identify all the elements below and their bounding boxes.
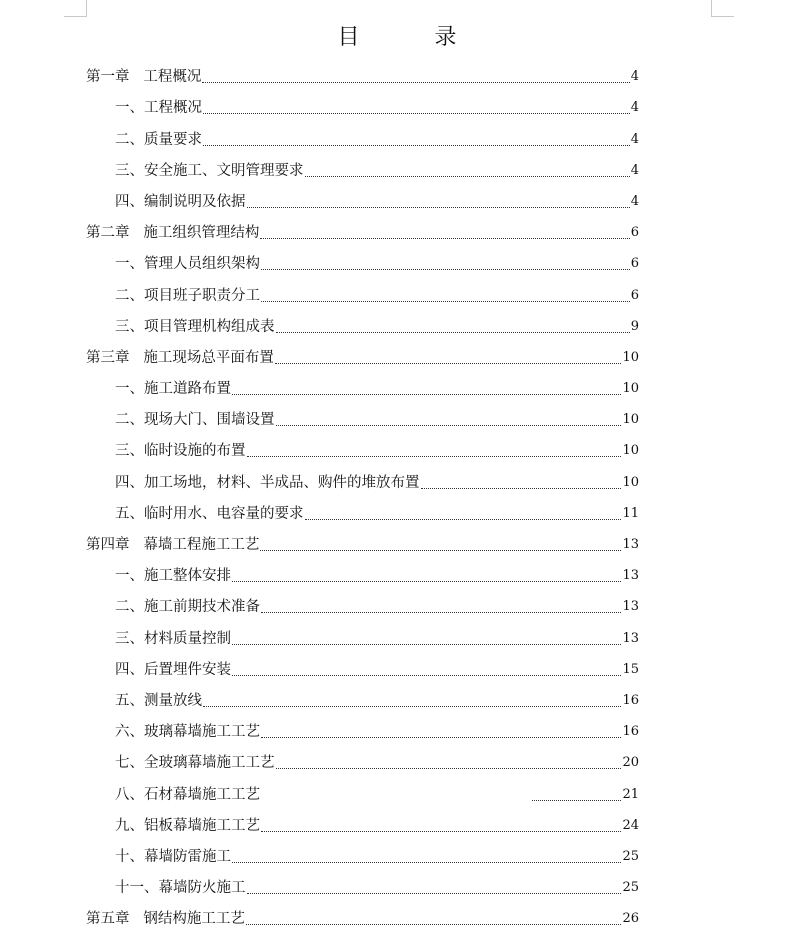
- toc-dot-leader: [247, 207, 630, 208]
- toc-dot-leader: [232, 581, 621, 582]
- toc-dot-leader: [305, 519, 622, 520]
- toc-entry-title: 一、施工整体安排: [115, 568, 231, 585]
- toc-dot-leader: [232, 644, 621, 645]
- toc-page-number: 4: [630, 193, 639, 209]
- toc-page-number: 9: [630, 318, 639, 334]
- toc-dot-leader: [261, 831, 621, 832]
- toc-dot-leader: [261, 301, 630, 302]
- toc-section-entry[interactable]: [86, 308, 639, 339]
- toc-page-number: 13: [622, 568, 639, 584]
- toc-section-entry[interactable]: [86, 245, 639, 276]
- toc-dot-leader: [261, 612, 621, 613]
- toc-entry-title: 五、临时用水、电容量的要求: [115, 505, 304, 522]
- toc-section-entry[interactable]: [86, 775, 639, 806]
- toc-entry-title: 第二章 施工组织管理结构: [86, 225, 260, 242]
- toc-page-number: 4: [630, 100, 639, 116]
- toc-dot-leader: [276, 332, 630, 333]
- toc-page-number: 4: [630, 162, 639, 178]
- toc-chapter-entry[interactable]: [86, 339, 639, 370]
- toc-page-number: 20: [622, 755, 639, 771]
- toc-section-entry[interactable]: [86, 838, 639, 869]
- toc-dot-leader: [232, 862, 621, 863]
- toc-entry-title: 五、测量放线: [115, 692, 202, 709]
- toc-chapter-entry[interactable]: [86, 214, 639, 245]
- toc-title: 目 录: [337, 25, 491, 50]
- toc-section-entry[interactable]: [86, 183, 639, 214]
- toc-entry-title: 第一章 工程概况: [86, 69, 202, 86]
- toc-entry-title: 三、临时设施的布置: [115, 443, 246, 460]
- toc-dot-leader: [203, 113, 630, 114]
- toc-section-entry[interactable]: [86, 588, 639, 619]
- toc-dot-leader: [261, 737, 621, 738]
- toc-entry-title: 四、后置埋件安装: [115, 661, 231, 678]
- page-corner-mark-right: [711, 0, 734, 17]
- toc-section-entry[interactable]: [86, 682, 639, 713]
- toc-page-number: 4: [630, 131, 639, 147]
- toc-dot-leader: [203, 706, 621, 707]
- toc-list: [86, 58, 639, 931]
- toc-dot-leader: [276, 425, 622, 426]
- toc-dot-leader: [247, 456, 622, 457]
- toc-page-number: 10: [622, 443, 639, 459]
- toc-entry-title: 第五章 钢结构施工工艺: [86, 911, 245, 928]
- toc-section-entry[interactable]: [86, 557, 639, 588]
- toc-entry-title: 第四章 幕墙工程施工工艺: [86, 537, 260, 553]
- toc-entry-title: 一、施工道路布置: [115, 381, 231, 398]
- toc-page-number: 24: [622, 817, 639, 833]
- toc-entry-title: 一、工程概况: [115, 100, 202, 117]
- toc-section-entry[interactable]: [86, 120, 639, 151]
- toc-entry-title: 八、石材幕墙施工工艺: [115, 786, 260, 803]
- toc-chapter-entry[interactable]: [86, 58, 639, 89]
- toc-entry-title: 三、安全施工、文明管理要求: [115, 162, 304, 179]
- toc-entry-title: 十一、幕墙防火施工: [115, 880, 246, 897]
- toc-page-number: 4: [630, 69, 639, 85]
- toc-entry-title: 三、材料质量控制: [115, 630, 231, 647]
- toc-entry-title: 四、加工场地，材料、半成品、购件的堆放布置: [115, 474, 420, 491]
- toc-entry-title: 二、质量要求: [115, 131, 202, 148]
- toc-page-number: 11: [622, 505, 639, 521]
- toc-entry-title: 六、玻璃幕墙施工工艺: [115, 724, 260, 741]
- toc-chapter-entry[interactable]: [86, 526, 639, 557]
- toc-dot-leader: [247, 893, 622, 894]
- toc-page-number: 16: [622, 692, 639, 708]
- toc-dot-leader: [305, 176, 630, 177]
- toc-section-entry[interactable]: [86, 651, 639, 682]
- toc-section-entry[interactable]: [86, 432, 639, 463]
- toc-page-number: 10: [622, 349, 639, 365]
- toc-entry-title: 一、管理人员组织架构: [115, 256, 260, 273]
- toc-page-number: 15: [622, 661, 639, 677]
- toc-entry-title: 七、全玻璃幕墙施工工艺: [115, 755, 275, 772]
- toc-page-number: 6: [630, 225, 639, 241]
- toc-dot-leader: [421, 488, 622, 489]
- toc-section-entry[interactable]: [86, 89, 639, 120]
- toc-section-entry[interactable]: [86, 869, 639, 900]
- toc-page-number: 25: [622, 880, 639, 896]
- toc-page-number: 6: [630, 287, 639, 303]
- toc-entry-title: 十、幕墙防雷施工: [115, 848, 231, 865]
- toc-page-number: 21: [622, 786, 639, 802]
- toc-entry-title: 九、铝板幕墙施工工艺: [115, 817, 260, 834]
- toc-page-number: 10: [622, 412, 639, 428]
- toc-dot-leader: [532, 800, 621, 801]
- toc-dot-leader: [203, 145, 630, 146]
- toc-section-entry[interactable]: [86, 401, 639, 432]
- toc-page-number: 13: [622, 630, 639, 646]
- toc-page-number: 6: [630, 256, 639, 272]
- toc-page-number: 16: [622, 724, 639, 740]
- toc-entry-title: 第三章 施工现场总平面布置: [86, 349, 274, 366]
- toc-entry-title: 三、项目管理机构组成表: [115, 318, 275, 335]
- toc-section-entry[interactable]: [86, 619, 639, 650]
- toc-entry-title: 二、施工前期技术准备: [115, 599, 260, 616]
- toc-entry-title: 四、编制说明及依据: [115, 193, 246, 210]
- toc-section-entry[interactable]: [86, 463, 639, 494]
- toc-dot-leader: [260, 550, 621, 551]
- toc-section-entry[interactable]: [86, 370, 639, 401]
- toc-page-number: 10: [622, 381, 639, 397]
- toc-page-number: 13: [622, 599, 639, 615]
- toc-page-number: 25: [622, 848, 639, 864]
- toc-section-entry[interactable]: [86, 152, 639, 183]
- toc-section-entry[interactable]: [86, 495, 639, 526]
- toc-dot-leader: [246, 924, 622, 925]
- page-corner-mark-left: [64, 0, 87, 17]
- toc-entry-title: 二、项目班子职责分工: [115, 287, 260, 304]
- toc-section-entry[interactable]: [86, 713, 639, 744]
- toc-page-number: 26: [622, 911, 639, 927]
- toc-page-number: 10: [622, 474, 639, 490]
- toc-dot-leader: [232, 675, 621, 676]
- toc-dot-leader: [261, 269, 630, 270]
- toc-section-entry[interactable]: [86, 744, 639, 775]
- toc-entry-title: 二、现场大门、围墙设置: [115, 412, 275, 429]
- toc-dot-leader: [232, 394, 621, 395]
- toc-page-number: 13: [622, 537, 639, 552]
- toc-dot-leader: [276, 768, 622, 769]
- toc-dot-leader: [202, 82, 629, 83]
- toc-section-entry[interactable]: [86, 276, 639, 307]
- toc-dot-leader: [275, 363, 622, 364]
- toc-section-entry[interactable]: [86, 807, 639, 838]
- toc-dot-leader: [260, 238, 629, 239]
- toc-chapter-entry[interactable]: [86, 900, 639, 931]
